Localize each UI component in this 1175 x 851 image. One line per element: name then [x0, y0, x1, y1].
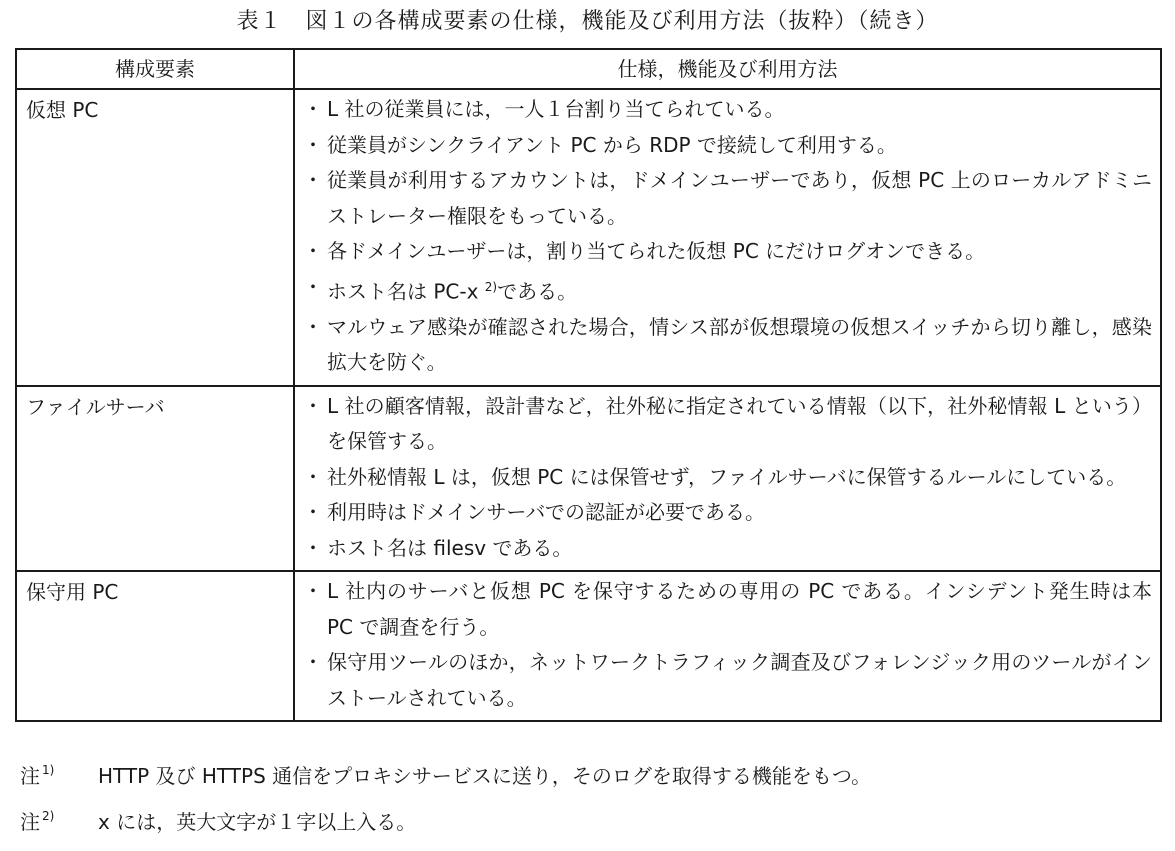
component-spec: [294, 89, 1161, 386]
spec-table: [15, 48, 1162, 722]
spec-item-text: である。: [497, 279, 578, 304]
footnotes: [20, 750, 871, 842]
footnote-number: 2): [42, 809, 55, 823]
table-row-maintenance-pc: [16, 571, 1161, 721]
component-name: 保守用 PC: [16, 571, 294, 721]
footnote-mark: [20, 796, 98, 842]
spec-item: ・ マルウェア感染が確認された場合，情シス部が仮想環境の仮想スイッチから切り離し，感染拡大を防ぐ。: [307, 310, 1152, 381]
footnote-mark: [20, 750, 98, 796]
footnote-1: [20, 750, 871, 796]
component-name: ファイルサーバ: [16, 386, 294, 572]
spec-item: ・ 従業員が利用するアカウントは，ドメインユーザーであり，仮想 PC 上のローカルアドミニストレーター権限をもっている。: [307, 163, 1152, 234]
component-spec: [294, 386, 1161, 572]
component-spec: [294, 571, 1161, 721]
spec-item: ・ 保守用ツールのほか，ネットワークトラフィック調査及びフォレンジック用のツールがインストールされている。: [307, 645, 1152, 716]
spec-item: ・ 社外秘情報 L は，仮想 PC には保管せず，ファイルサーバに保管するルールにしている。: [307, 460, 1152, 496]
footnote-2: [20, 796, 871, 842]
header-specification: 仕様，機能及び利用方法: [294, 49, 1161, 89]
table-row-file-server: [16, 386, 1161, 572]
spec-item: ・ L 社内のサーバと仮想 PC を保守するための専用の PC である。インシデント発生時は本 PC で調査を行う。: [307, 574, 1152, 645]
component-name: 仮想 PC: [16, 89, 294, 386]
footnote-number: 1): [42, 763, 55, 777]
table-caption: 表１ 図１の各構成要素の仕様，機能及び利用方法（抜粋）（続き）: [236, 9, 939, 34]
spec-item-text: ホスト名は PC-x: [327, 279, 485, 304]
footnote-label: 注: [20, 810, 40, 834]
spec-item: [307, 270, 1152, 310]
spec-item: ・ 利用時はドメインサーバでの認証が必要である。: [307, 495, 1152, 531]
spec-item: ・ ホスト名は filesv である。: [307, 531, 1152, 567]
spec-item: ・ L 社の顧客情報，設計書など，社外秘に指定されている情報（以下，社外秘情報 L という）を保管する。: [307, 389, 1152, 460]
table-header-row: [16, 49, 1161, 89]
footnote-label: 注: [20, 764, 40, 788]
footnote-ref: 2): [484, 279, 498, 294]
spec-item: ・ 従業員がシンクライアント PC から RDP で接続して利用する。: [307, 128, 1152, 164]
footnote-text: x には，英大文字が１字以上入る。: [98, 810, 417, 834]
spec-item: ・ L 社の従業員には，一人１台割り当てられている。: [307, 92, 1152, 128]
header-component: 構成要素: [16, 49, 294, 89]
table-row-virtual-pc: [16, 89, 1161, 386]
spec-item: ・ 各ドメインユーザーは，割り当てられた仮想 PC にだけログオンできる。: [307, 234, 1152, 270]
footnote-text: HTTP 及び HTTPS 通信をプロキシサービスに送り，そのログを取得する機能をもつ。: [98, 764, 872, 788]
